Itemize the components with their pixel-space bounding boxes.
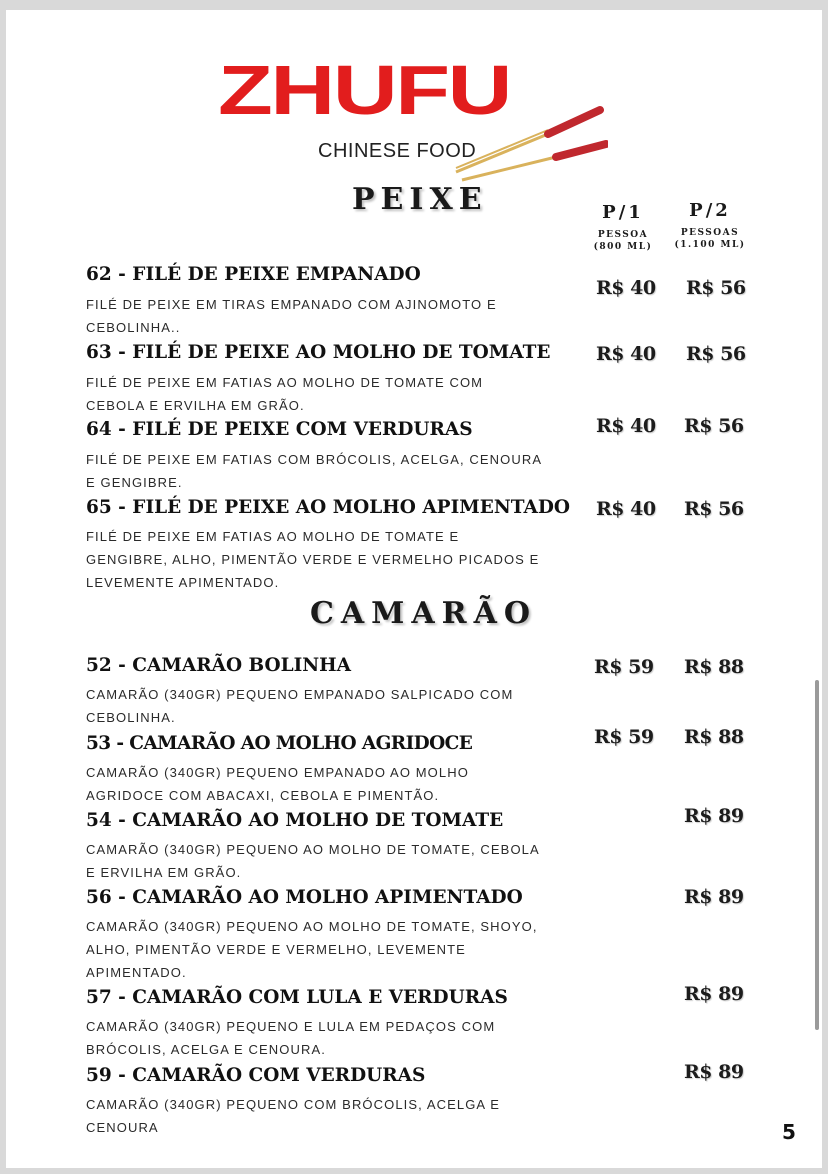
price-p2: R$ 89 bbox=[684, 983, 744, 1005]
price-p1: R$ 40 bbox=[596, 498, 656, 520]
menu-item-name: 53 - CAMARÃO AO MOLHO AGRIDOCE bbox=[86, 733, 473, 754]
menu-item-description: FILÉ DE PEIXE EM FATIAS COM BRÓCOLIS, ACELGA, CENOURA E GENGIBRE. bbox=[86, 452, 543, 490]
menu-item-name: 57 - CAMARÃO COM LULA E VERDURAS bbox=[86, 987, 508, 1008]
price-p1: R$ 59 bbox=[594, 656, 654, 678]
brand-logo bbox=[218, 51, 618, 182]
column-header-p2: P/2 PESSOAS (1.100 ML) bbox=[674, 200, 746, 250]
menu-item-description: CAMARÃO (340GR) PEQUENO EMPANADO SALPICADO COM CEBOLINHA. bbox=[86, 687, 514, 725]
menu-item-description: CAMARÃO (340GR) PEQUENO AO MOLHO DE TOMATE, CEBOLA E ERVILHA EM GRÃO. bbox=[86, 842, 540, 880]
price-p2: R$ 88 bbox=[684, 726, 744, 748]
column-header-p1: P/1 PESSOA (800 ML) bbox=[593, 202, 653, 252]
logo-subtitle: CHINESE FOOD bbox=[318, 140, 477, 162]
menu-item-description: CAMARÃO (340GR) PEQUENO E LULA EM PEDAÇOS COM BRÓCOLIS, ACELGA E CENOURA. bbox=[86, 1019, 496, 1057]
section-title-peixe: PEIXE bbox=[352, 182, 488, 217]
price-p1: R$ 40 bbox=[596, 277, 656, 299]
price-p1: R$ 59 bbox=[594, 726, 654, 748]
menu-item-name: 63 - FILÉ DE PEIXE AO MOLHO DE TOMATE bbox=[86, 342, 551, 363]
menu-item-description: FILÉ DE PEIXE EM FATIAS AO MOLHO DE TOMATE E GENGIBRE, ALHO, PIMENTÃO VERDE E VERMELHO PICADOS E LEVEMENTE APIMENTADO. bbox=[86, 529, 540, 590]
menu-item-description: CAMARÃO (340GR) PEQUENO EMPANADO AO MOLHO AGRIDOCE COM ABACAXI, CEBOLA E PIMENTÃO. bbox=[86, 765, 469, 803]
menu-item-description: CAMARÃO (340GR) PEQUENO COM BRÓCOLIS, ACELGA E CENOURA bbox=[86, 1097, 500, 1135]
menu-item-name: 59 - CAMARÃO COM VERDURAS bbox=[86, 1065, 426, 1086]
price-p2: R$ 56 bbox=[686, 277, 746, 299]
menu-item-name: 62 - FILÉ DE PEIXE EMPANADO bbox=[86, 264, 421, 285]
price-p2: R$ 56 bbox=[684, 415, 744, 437]
price-p1: R$ 40 bbox=[596, 415, 656, 437]
price-p2: R$ 56 bbox=[686, 343, 746, 365]
price-p2: R$ 56 bbox=[684, 498, 744, 520]
menu-item-description: CAMARÃO (340GR) PEQUENO AO MOLHO DE TOMATE, SHOYO, ALHO, PIMENTÃO VERDE E VERMELHO, LEVEMENTE APIMENTADO. bbox=[86, 919, 538, 980]
menu-item-name: 52 - CAMARÃO BOLINHA bbox=[86, 655, 351, 676]
menu-item-name: 56 - CAMARÃO AO MOLHO APIMENTADO bbox=[86, 887, 523, 908]
menu-item-name: 65 - FILÉ DE PEIXE AO MOLHO APIMENTADO bbox=[86, 497, 571, 518]
page-number: 5 bbox=[782, 1120, 796, 1144]
menu-item-description: FILÉ DE PEIXE EM FATIAS AO MOLHO DE TOMATE COM CEBOLA E ERVILHA EM GRÃO. bbox=[86, 375, 484, 413]
scrollbar[interactable] bbox=[815, 680, 819, 1030]
section-title-camarao: CAMARÃO bbox=[310, 596, 537, 631]
menu-item-name: 64 - FILÉ DE PEIXE COM VERDURAS bbox=[86, 419, 473, 440]
price-p2: R$ 89 bbox=[684, 886, 744, 908]
menu-item-description: FILÉ DE PEIXE EM TIRAS EMPANADO COM AJINOMOTO E CEBOLINHA.. bbox=[86, 297, 497, 335]
logo-wordmark: ZHUFU bbox=[218, 51, 511, 130]
price-p2: R$ 88 bbox=[684, 656, 744, 678]
price-p1: R$ 40 bbox=[596, 343, 656, 365]
menu-item-name: 54 - CAMARÃO AO MOLHO DE TOMATE bbox=[86, 810, 504, 831]
price-p2: R$ 89 bbox=[684, 805, 744, 827]
price-p2: R$ 89 bbox=[684, 1061, 744, 1083]
